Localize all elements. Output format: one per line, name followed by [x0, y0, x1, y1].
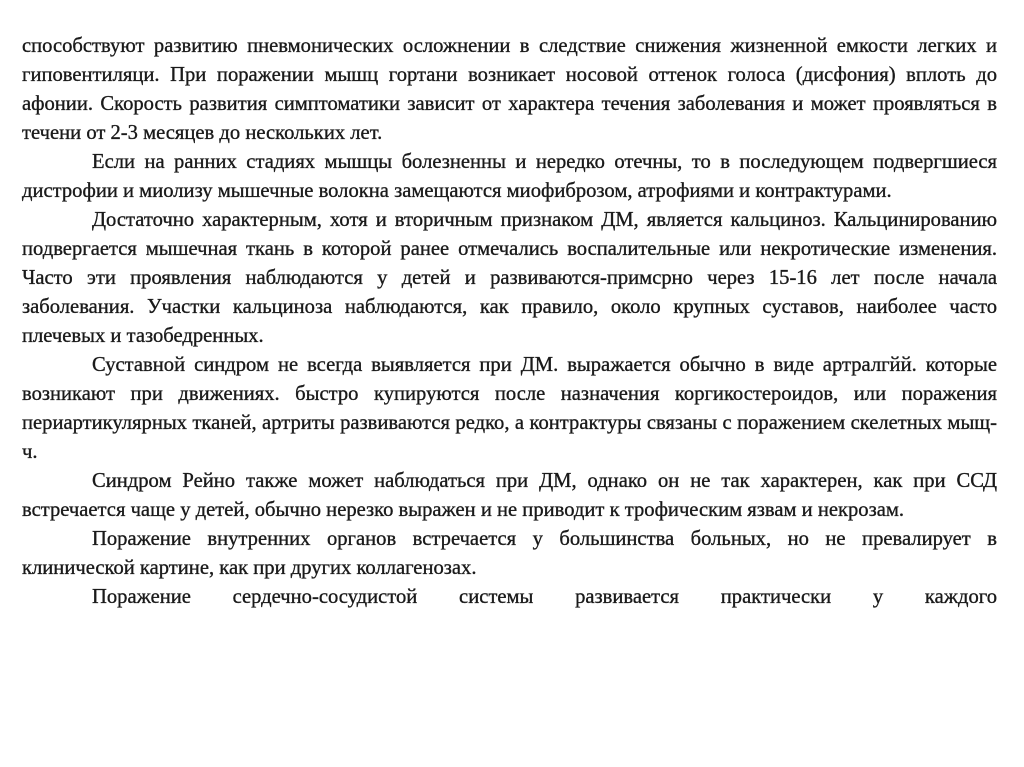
- paragraph-joint-syndrome: Суставной синдром не всегда выявляется при ДМ. выражается обычно в виде артралгйй. которые возникают при движениях. быстро купируются после назначения коргикостероидов, или поражения периартикулярных тканей, артриты развиваются редко, а контрактуры связаны с поражением скелетных мыщ-ч.: [22, 354, 997, 463]
- paragraph-calcinosis: Достаточно характерным, хотя и вторичным признаком ДМ, является кальциноз. Кальцинированию подвергается мышечная ткань в которой ранее отмечались воспалительные или некротические изменения. Часто эти проявления наблюдаются у детей и развиваются-примсрно через 15-16 лет после начала заболевания. Участки кальциноза наблюдаются, как правило, около крупных суставов, наиболее часто плечевых и тазобедренных.: [22, 209, 997, 347]
- document-text: [22, 32, 997, 612]
- paragraph-cardiovascular: Поражение сердечно-сосудистой системы развивается практически у каждого: [92, 586, 997, 608]
- paragraph-pneumonic-complications: способствуют развитию пневмонических осложнении в следствие снижения жизненной емкости легких и гиповентиляци. При поражении мышц гортани возникает носовой оттенок голоса (дисфония) вплоть до афонии. Скорость развития симптоматики зависит от характера течения заболевания и может проявляться в течени от 2-3 месяцев до нескольких лет.: [22, 35, 997, 144]
- paragraph-muscle-dystrophy: Если на ранних стадиях мышцы болезненны и нередко отечны, то в последующем подвергшиеся дистрофии и миолизу мышечные волокна замещаются миофиброзом, атрофиями и контрактурами.: [22, 151, 997, 202]
- paragraph-raynaud-syndrome: Синдром Рейно также может наблюдаться при ДМ, однако он не так характерен, как при ССД встречается чаще у детей, обычно нерезко выражен и не приводит к трофическим язвам и некрозам.: [22, 470, 997, 521]
- paragraph-internal-organs: Поражение внутренних органов встречается у большинства больных, но не превалирует в клинической картине, как при других коллагенозах.: [22, 528, 997, 579]
